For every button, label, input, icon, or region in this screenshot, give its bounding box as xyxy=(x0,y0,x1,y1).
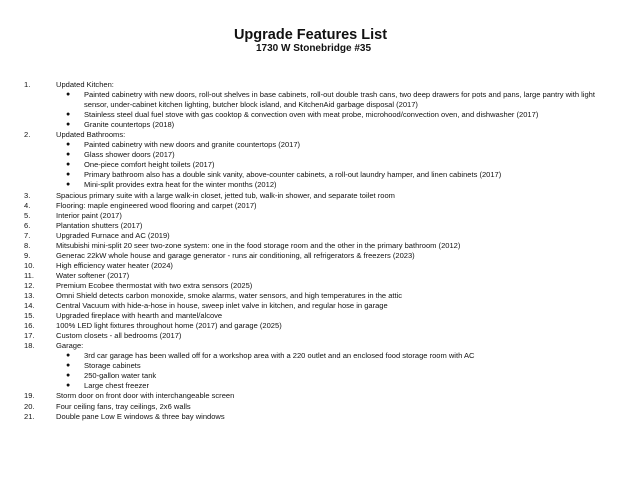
list-item-text: Spacious primary suite with a large walk-in closet, jetted tub, walk-in shower, and separate toilet room xyxy=(56,190,395,200)
sub-list-item-text: Large chest freezer xyxy=(84,381,150,391)
list-item-text: Upgraded fireplace with hearth and mantel/alcove xyxy=(56,311,223,321)
page-title: Upgrade Features List xyxy=(233,27,388,43)
list-item-number: 11. xyxy=(24,270,34,280)
sub-list-item-text: Granite countertops (2018) xyxy=(84,120,175,130)
list-item-text: 100% LED light fixtures throughout home (2017) and garage (2025) xyxy=(56,321,282,331)
features-list xyxy=(0,80,621,422)
list-item xyxy=(0,331,621,341)
bullet-icon: ● xyxy=(66,91,71,99)
list-item-number: 10. xyxy=(24,260,35,270)
list-item xyxy=(0,301,621,311)
list-item xyxy=(0,391,621,401)
sub-list-item xyxy=(0,120,621,130)
list-item-text: Four ceiling fans, tray ceilings, 2x6 walls xyxy=(56,401,191,411)
bullet-icon: ● xyxy=(66,111,71,119)
sub-list-item xyxy=(0,140,621,150)
list-item-text: Garage: xyxy=(56,341,84,351)
list-item-number: 3. xyxy=(24,190,31,200)
list-item-text: Flooring: maple engineered wood flooring and carpet (2017) xyxy=(56,200,257,210)
list-item-text: Water softener (2017) xyxy=(56,270,130,280)
list-item-number: 4. xyxy=(24,200,31,210)
list-item-text: Mitsubishi mini-split 20 seer two-zone system: one in the food storage room and the other in the primary bathroom (2012) xyxy=(56,240,461,250)
list-item-text: High efficiency water heater (2024) xyxy=(56,260,173,270)
bullet-icon: ● xyxy=(66,181,71,189)
list-item-number: 2. xyxy=(24,130,31,140)
list-item-text: Central Vacuum with hide-a-hose in house, sweep inlet valve in kitchen, and regular hose in garage xyxy=(56,301,388,311)
list-item-number: 16. xyxy=(24,321,35,331)
list-item-text: Interior paint (2017) xyxy=(56,210,122,220)
bullet-icon: ● xyxy=(66,352,71,360)
list-item xyxy=(0,402,621,412)
bullet-icon: ● xyxy=(66,362,71,370)
list-item xyxy=(0,341,621,351)
list-item-text: Plantation shutters (2017) xyxy=(56,220,143,230)
list-item-number: 13. xyxy=(24,290,35,300)
list-item xyxy=(0,241,621,251)
list-item-number: 7. xyxy=(24,230,31,240)
sub-list-item-text: 3rd car garage has been walled off for a workshop area with a 220 outlet and an enclosed food storage room with AC xyxy=(84,351,475,361)
list-item xyxy=(0,251,621,261)
sub-list-item xyxy=(0,170,621,180)
bullet-icon: ● xyxy=(66,171,71,179)
sub-list-item xyxy=(0,351,621,361)
bullet-icon: ● xyxy=(66,121,71,129)
page-subtitle: 1730 W Stonebridge #35 xyxy=(255,43,372,54)
sub-list-item xyxy=(0,90,621,110)
sub-list-item xyxy=(0,180,621,190)
list-item xyxy=(0,221,621,231)
bullet-icon: ● xyxy=(66,141,71,149)
list-item xyxy=(0,130,621,140)
list-item-text: Omni Shield detects carbon monoxide, smoke alarms, water sensors, and high temperatures in the attic xyxy=(56,290,403,300)
sub-list-item-text: One-piece comfort height toilets (2017) xyxy=(84,160,215,170)
list-item xyxy=(0,311,621,321)
bullet-icon: ● xyxy=(66,372,71,380)
list-item-number: 5. xyxy=(24,210,31,220)
list-item-number: 14. xyxy=(24,301,35,311)
list-item xyxy=(0,261,621,271)
sub-list-item-text: Stainless steel dual fuel stove with gas cooktop & convection oven with meat probe, microhood/convection oven, and dishwasher (2017) xyxy=(84,110,539,120)
sub-list-item-text: Painted cabinetry with new doors and granite countertops (2017) xyxy=(84,140,301,150)
list-item xyxy=(0,291,621,301)
sub-list-item xyxy=(0,361,621,371)
list-item-number: 20. xyxy=(24,401,35,411)
list-item-number: 1. xyxy=(24,80,31,89)
sub-list-item xyxy=(0,381,621,391)
sub-list-item-text: 250-gallon water tank xyxy=(84,371,157,381)
list-item-number: 15. xyxy=(24,311,35,321)
list-item-number: 19. xyxy=(24,391,35,401)
list-item-text: Updated Kitchen: xyxy=(56,80,114,89)
sub-list-item-text: Storage cabinets xyxy=(84,361,141,371)
list-item xyxy=(0,281,621,291)
sub-list-item-text: Mini-split provides extra heat for the winter months (2012) xyxy=(84,180,277,190)
list-item xyxy=(0,80,621,90)
sub-list-item xyxy=(0,150,621,160)
list-item xyxy=(0,201,621,211)
list-item-text: Double pane Low E windows & three bay windows xyxy=(56,411,225,421)
list-item xyxy=(0,211,621,221)
list-item-number: 18. xyxy=(24,341,35,351)
sub-list-item xyxy=(0,371,621,381)
sub-list-item xyxy=(0,160,621,170)
list-item-text: Upgraded Furnace and AC (2019) xyxy=(56,230,170,240)
list-item-text: Generac 22kW whole house and garage generator - runs air conditioning, all refrigerators & freezers (2023) xyxy=(56,250,415,260)
list-item-text: Custom closets - all bedrooms (2017) xyxy=(56,331,182,341)
list-item-number: 6. xyxy=(24,220,31,230)
bullet-icon: ● xyxy=(66,382,71,390)
bullet-icon: ● xyxy=(66,151,71,159)
sub-list-item-text: Glass shower doors (2017) xyxy=(84,150,175,160)
list-item xyxy=(0,231,621,241)
list-item xyxy=(0,271,621,281)
list-item-text: Premium Ecobee thermostat with two extra sensors (2025) xyxy=(56,280,253,290)
list-item xyxy=(0,412,621,422)
list-item-text: Storm door on front door with interchangeable screen xyxy=(56,391,235,401)
list-item-number: 8. xyxy=(24,240,31,250)
list-item-number: 17. xyxy=(24,331,35,341)
sub-list-item xyxy=(0,110,621,120)
sub-list-item-text: Painted cabinetry with new doors, roll-out shelves in base cabinets, roll-out double trash cans, two deep drawers for pots and pans, large pantry with light sensor, under-cabinet kitchen lighting, butcher block island, and KitchenAid garbage disposal (2017) xyxy=(84,90,595,110)
list-item-number: 9. xyxy=(24,250,31,260)
list-item xyxy=(0,321,621,331)
list-item-number: 21. xyxy=(24,411,35,421)
sub-list-item-text: Primary bathroom also has a double sink vanity, above-counter cabinets, a roll-out laundry hamper, and linen cabinets (2017) xyxy=(84,170,502,180)
bullet-icon: ● xyxy=(66,161,71,169)
list-item-text: Updated Bathrooms: xyxy=(56,130,126,140)
list-item xyxy=(0,191,621,201)
list-item-number: 12. xyxy=(24,280,35,290)
